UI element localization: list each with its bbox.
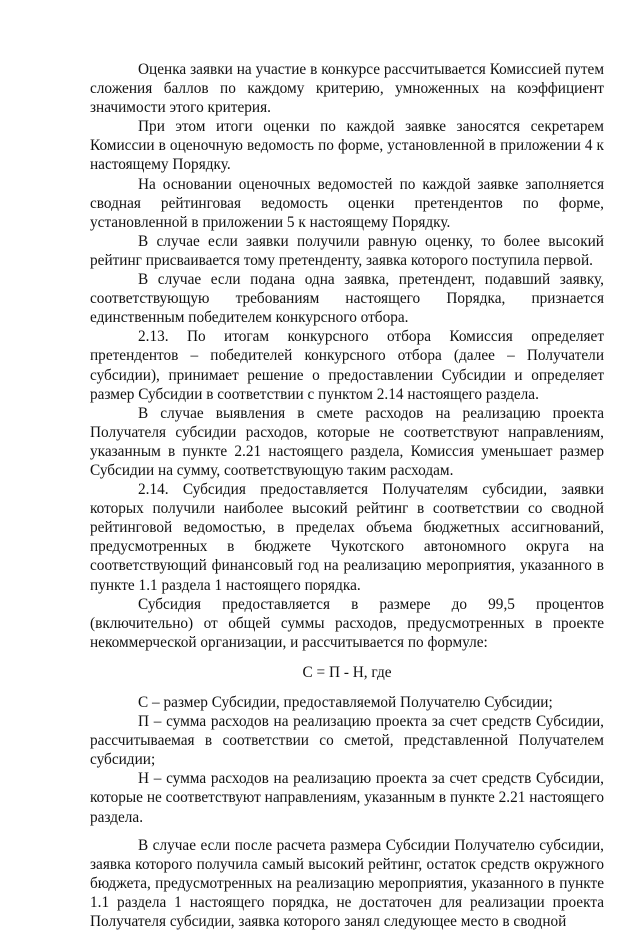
definition-c: С – размер Субсидии, предоставляемой Получателю Субсидии; [138,694,553,711]
paragraph-clause-2-13: 2.13. По итогам конкурсного отбора Комиссия определяет претендентов – победителей конкурсного отбора (далее – Получатели субсидии), принимает решение о предоставлении Субсидии и определяет размер Субсидии в соответствии с пунктом 2.14 настоящего раздела. [90,328,604,403]
definition-n: Н – сумма расходов на реализацию проекта за счет средств Субсидии, которые не соответствуют направлениям, указанным в пункте 2.21 настоящего раздела. [90,770,604,826]
definition-p: П – сумма расходов на реализацию проекта за счет средств Субсидии, рассчитываемая в соответствии со сметой, представленной Получателем субсидии; [90,713,604,769]
paragraph-evaluation-sheet: При этом итоги оценки по каждой заявке заносятся секретарем Комиссии в оценочную ведомость по форме, установленной в приложении 4 к настоящему Порядку. [90,118,604,174]
formula: С = П - Н, где [302,663,392,681]
paragraph-rating-sheet: На основании оценочных ведомостей по каждой заявке заполняется сводная рейтинговая ведомость оценки претендентов по форме, установленной в приложении 5 к настоящему Порядку. [90,175,604,231]
paragraph-equal-score: В случае если заявки получили равную оценку, то более высокий рейтинг присваивается тому претенденту, заявка которого поступила первой. [90,232,604,269]
paragraph-single-application: В случае если подана одна заявка, претендент, подавший заявку, соответствующую требованиям настоящего Порядка, признается единственным победителем конкурсного отбора. [90,271,604,327]
paragraph-budget-reduction: В случае выявления в смете расходов на реализацию проекта Получателя субсидии расходов, которые не соответствуют направлениям, указанным в пункте 2.21 настоящего раздела, Комиссия уменьшает размер Субсидии на сумму, соответствующую таким расходам. [90,404,604,479]
document-page [90,60,604,931]
paragraph-score-calculation: Оценка заявки на участие в конкурсе рассчитывается Комиссией путем сложения баллов по каждому критерию, умноженных на коэффициент значимости этого критерия. [90,61,604,117]
paragraph-clause-2-14: 2.14. Субсидия предоставляется Получателям субсидии, заявки которых получили наиболее высокий рейтинг в соответствии со сводной рейтинговой ведомостью, в пределах объема бюджетных ассигнований, предусмотренных в бюджете Чукотского автономного округа на соответствующий финансовый год на реализацию мероприятия, указанного в пункте 1.1 раздела 1 настоящего порядка. [90,481,604,594]
paragraph-remaining-funds: В случае если после расчета размера Субсидии Получателю субсидии, заявка которого получила самый высокий рейтинг, остаток средств окружного бюджета, предусмотренных на реализацию мероприятия, указанного в пункте 1.1 раздела 1 настоящего порядка, не достаточен для реализации проекта Получателя субсидии, заявка которого занял следующее место в сводной [90,836,604,931]
paragraph-subsidy-size: Субсидия предоставляется в размере до 99,5 процентов (включительно) от общей суммы расходов, предусмотренных в проекте некоммерческой организации, и рассчитывается по формуле: [90,595,604,651]
